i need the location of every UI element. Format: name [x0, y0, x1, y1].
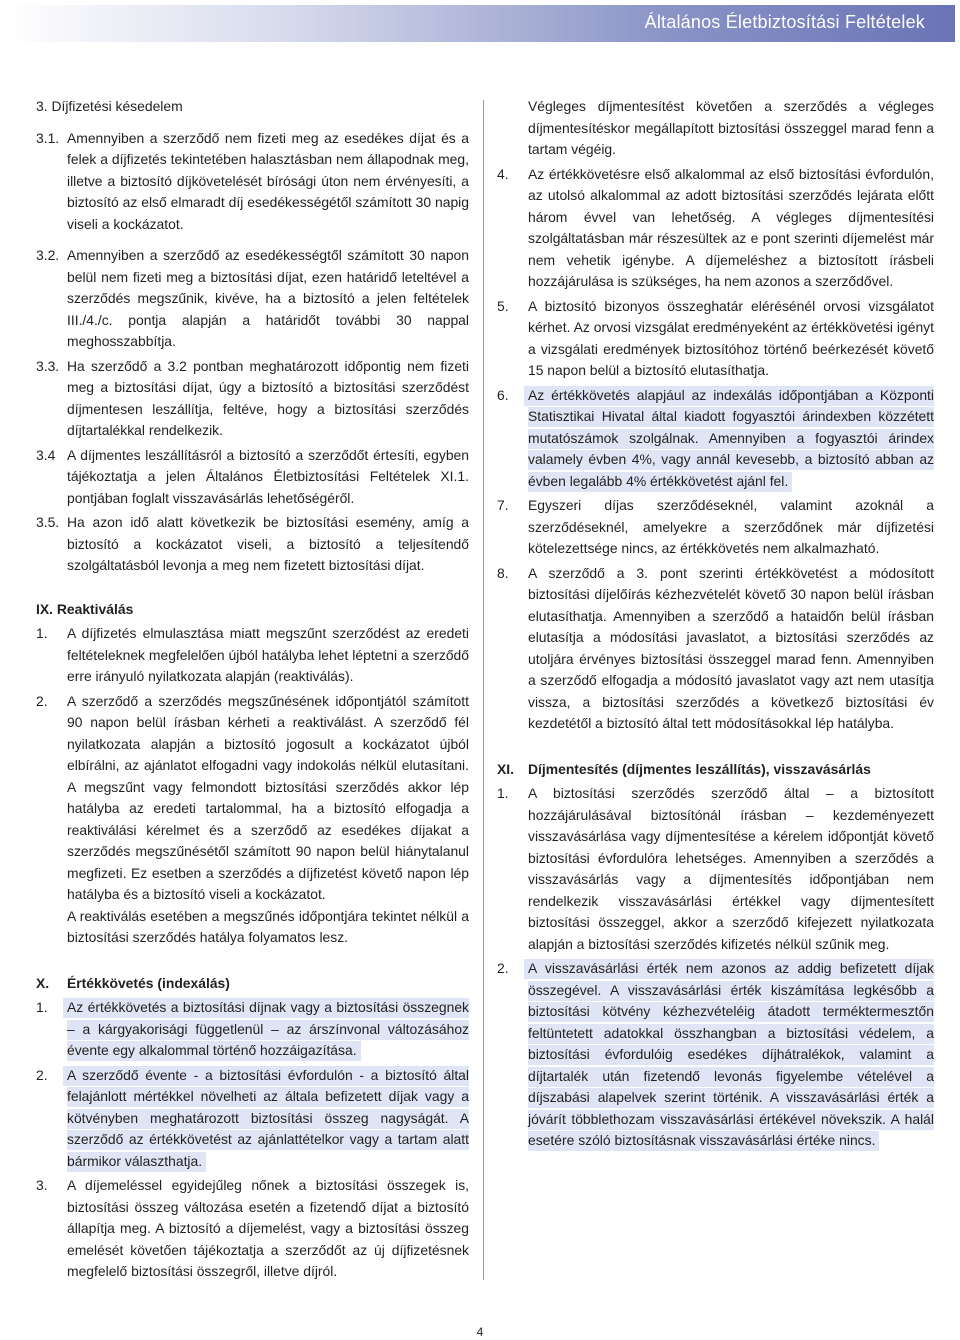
item-number: 2.	[36, 1066, 48, 1083]
section-number: XI.	[497, 760, 514, 777]
ix-item-2	[36, 691, 469, 949]
item-text: A díjemeléssel egyidejűleg nőnek a biztosítási összegek is, biztosítási összeg változása esetén a fizetendő díjat a biztosító állapítja meg. A biztosító a díjemelést, vagy a biztosítási összeg emelését követően tájékoztatja a szerződőt az új díjfizetésnek megfelelő biztosítási összegről, illetve díjról.	[67, 1177, 469, 1279]
page-number: 4	[476, 1325, 484, 1339]
section-title: Díjmentesítés (díjmentes leszállítás), visszavásárlás	[528, 760, 871, 777]
clause-number: 3.2.	[36, 247, 60, 263]
clause-text: Ha azon idő alatt következik be biztosítási esemény, amíg a biztosító a kockázatot viseli, a biztosító a teljesítendő szolgáltatásból levonja a meg nem fizetett biztosítási díjat.	[67, 514, 469, 573]
item-text: A szerződő a 3. pont szerinti értékkövetést a módosított biztosítási díjelőírás kézhezvételét követő 30 napon belül írásban elutasíthatja. Amennyiben a szerződő a hataidőn belül írásban elutasítja a módosítási javaslatot, a biztosítási szerződés az utoljára érvényes biztosítási összeggel marad fenn. Amennyiben a szerződő elfogadja a módosító javaslatot vagy azt nem utasítja vissza, a biztosítási szerződés a következő biztosítási év kezdetétől a biztosító által tett módosításokkal lép hatályba.	[528, 564, 934, 731]
page-header	[5, 5, 955, 42]
x-item-4	[497, 164, 934, 293]
item-number: 2.	[497, 960, 509, 976]
clause-number: 3.1.	[36, 129, 60, 146]
section-heading-3: 3. Díjfizetési késedelem	[36, 98, 183, 114]
section-heading-xi	[497, 759, 934, 781]
x-item-7	[497, 495, 934, 560]
x-item-1	[36, 997, 469, 1062]
column-divider	[483, 100, 484, 1280]
item-number: 5.	[497, 297, 509, 314]
clause-text: A díjmentes leszállításról a biztosító a szerződőt értesíti, egyben tájékoztatja a jelen Általános Életbiztosítási Feltételek XI.1. pontjában foglalt visszavásárlás lehetőségéről.	[67, 446, 469, 506]
x-item-8	[497, 563, 934, 735]
section-number: IX.	[36, 600, 53, 617]
xi-item-2	[497, 958, 934, 1152]
item-text: A díjfizetés elmulasztása miatt megszűnt szerződést az eredeti feltételeknek megfelelően újból hatályba lehet léptetni a szerződő erre irányuló nyilatkozata alapján (reaktiválás).	[67, 625, 469, 684]
clause-3-5	[36, 512, 469, 577]
section-heading-ix	[36, 599, 469, 621]
section-number: X.	[36, 974, 50, 991]
clause-number: 3.4	[36, 446, 56, 463]
highlighted-text: A szerződő évente - a biztosítási évfordulón - a biztosító által felajánlott mértékkel növelheti az általa befizetett díjak vagy a kötvényben meghatározott biztosítási összeg nagyságát. A szerződő az értékkövetést az ajánlattételkor vagy a tartam alatt bármikor választhatja.	[63, 1066, 469, 1172]
highlighted-text: A visszavásárlási érték nem azonos az addig befizetett díjak összegével. A visszavásárlási érték kiszámítása legkésőbb a biztosítási kötvény kézhezvételéig átadott terméktermesztőn feltüntetett adatokkal összhangban a biztosítási védelem, a biztosítási évfordulóig esedékes díjhátralékok, valamint a díjtartalék után fizetendő levonás figyelembe vételével a díjszabási alapelvek szerint történik. A visszavásárlási érték a jóvárít többlethozam visszavásárlási értékével növekszik. A halál esetére szóló biztosításnak visszavásárlási értéke nincs.	[524, 959, 934, 1151]
right-column	[497, 96, 934, 1152]
xi-item-1	[497, 783, 934, 955]
section-heading-x	[36, 973, 469, 995]
clause-number: 3.5.	[36, 514, 60, 530]
clause-text: Amennyiben a szerződő nem fizeti meg az esedékes díjat és a felek a díjfizetés tekintetében halasztásban nem állapodnak meg, illetve a biztosító díjkövetelését bírósági úton nem érvényesíti, a biztosító az első elmaradt díj esedékességétől számított 30 napig viseli a kockázatot.	[67, 129, 469, 232]
clause-number: 3.3.	[36, 357, 60, 374]
x-item-2	[36, 1065, 469, 1173]
item-text: A biztosító bizonyos összeghatár elérésénél orvosi vizsgálatot kérhet. Az orvosi vizsgálat eredményeként az értékkövetési igényt a vizsgálati eredmények biztosítóhoz történő beérkezését követő 15 napon belül a biztosító elutasíthatja.	[528, 297, 934, 378]
item-number: 1.	[36, 999, 48, 1015]
item-number: 4.	[497, 165, 509, 182]
item-text: Egyszeri díjas szerződéseknél, valamint azoknál a szerződéseknél, amelyekre a szerződőnek már díjfizetési kötelezettsége nincs, az értékkövetés nem alkalmazható.	[528, 497, 934, 556]
item-extra-text: A reaktiválás esetében a megszűnés időpontjára tekintet nélkül a biztosítási szerződés hatálya folyamatos lesz.	[67, 907, 469, 945]
item-number: 3.	[36, 1177, 48, 1193]
highlighted-text: Az értékkövetés a biztosítási díjnak vagy a biztosítási összegnek – a kárgyakorisági függetlenül – az árszínvonal változásához évente egy alkalommal történő hozzáigazítása.	[63, 998, 469, 1061]
item-text: A biztosítási szerződés szerződő által – a biztosított hozzájárulásával biztosítónál írásban – kezdeményezett visszavásárlása vagy díjmentesítése a kérelem időpontját követő biztosítási évfordulóra lehetséges. Amennyiben a szerződés a visszavásárlás vagy a díjmentesítés időpontjában nem rendelkezik visszavásárlási értékkel vagy díjmentesített biztosítási összeggel, akkor a szerződő kifejezett nyilatkozata alapján a biztosítási szerződés kifizetés nélkül szűnik meg.	[528, 785, 934, 952]
x-item-6	[497, 385, 934, 493]
left-column	[36, 96, 469, 1283]
section-title: Értékkövetés (indexálás)	[67, 974, 230, 991]
ix-item-1	[36, 623, 469, 688]
section-title: Reaktiválás	[56, 600, 134, 617]
clause-3-3	[36, 356, 469, 442]
highlighted-text: Az értékkövetés alapjául az indexálás időpontjában a Központi Statisztikai Hivatal által kiadott fogyasztói árindexben közzétett mutatószámok szolgálnak. Amennyiben a fogyasztói árindex valamely évben 4%, vagy annál kevesebb, a biztosító abban az évben legalább 4% értékkövetést ajánl fel.	[524, 386, 934, 492]
item-number: 1.	[497, 785, 509, 801]
item-number: 2.	[36, 692, 48, 709]
item-number: 6.	[497, 386, 509, 403]
x-continuation	[497, 96, 934, 161]
item-number: 8.	[497, 564, 509, 581]
clause-3-4	[36, 445, 469, 510]
clause-3-1	[36, 128, 469, 236]
clause-3-2	[36, 245, 469, 353]
item-text: Az értékkövetésre első alkalommal az első biztosítási évfordulón, az utolsó alkalommal az adott biztosítási szerződés lejárata előtt három évvel van lehetőség. A végleges díjmentesítési szolgáltatásban már részesültek az e pont szerinti díjemelést már nem vehetik igénybe. A díjemeléshez a biztosított írásbeli hozzájárulása is szükséges, ha nem azonos a szerződővel.	[528, 165, 934, 289]
x-item-3	[36, 1175, 469, 1283]
clause-text: Ha szerződő a 3.2 pontban meghatározott időpontig nem fizeti meg a biztosítási díjat, úgy a biztosító a biztosítási szerződést díjmentesen leszállítja, feltéve, hogy a biztosítási szerződés díjtartalékkal rendelkezik.	[67, 357, 469, 438]
item-text: A szerződő a szerződés megszűnésének időpontjától számított 90 napon belül írásban kérheti a reaktiválást. A szerződő fél nyilatkozata alapján a biztosító jogosult a kockázatot újból elbírálni, az ajánlatot elfogadni vagy indokolás nélkül elutasítani. A megszűnt vagy felmondott biztosítási szerződés akkor lép hatályba az eredeti tartalommal, ha a biztosító elfogadja a reaktiválási kérelmet és a szerződő az esedékes díjakat a szerződés megszűnésétől számított 90 napon belül hiánytalanul megfizeti. Ez esetben a szerződés a díjfizetést követő napon lép hatályba és a biztosító viseli a kockázatot.	[67, 692, 469, 902]
x-item-5	[497, 296, 934, 382]
item-number: 7.	[497, 497, 509, 513]
continuation-text: Végleges díjmentesítést követően a szerződés a végleges díjmentesítéskor megállapított biztosítási összeggel marad fenn a tartam végéig.	[528, 98, 934, 157]
document-title: Általános Életbiztosítási Feltételek	[644, 12, 925, 32]
clause-text: Amennyiben a szerződő az esedékességtől számított 30 napon belül nem fizeti meg a biztosítási díjat, ezen határidő leteltével a szerződés megszűnik, kivéve, ha a biztosító a jelen feltételek III./4./c. pontja alapján a határidőt további 30 nappal meghosszabbítja.	[67, 247, 469, 349]
item-number: 1.	[36, 625, 48, 641]
